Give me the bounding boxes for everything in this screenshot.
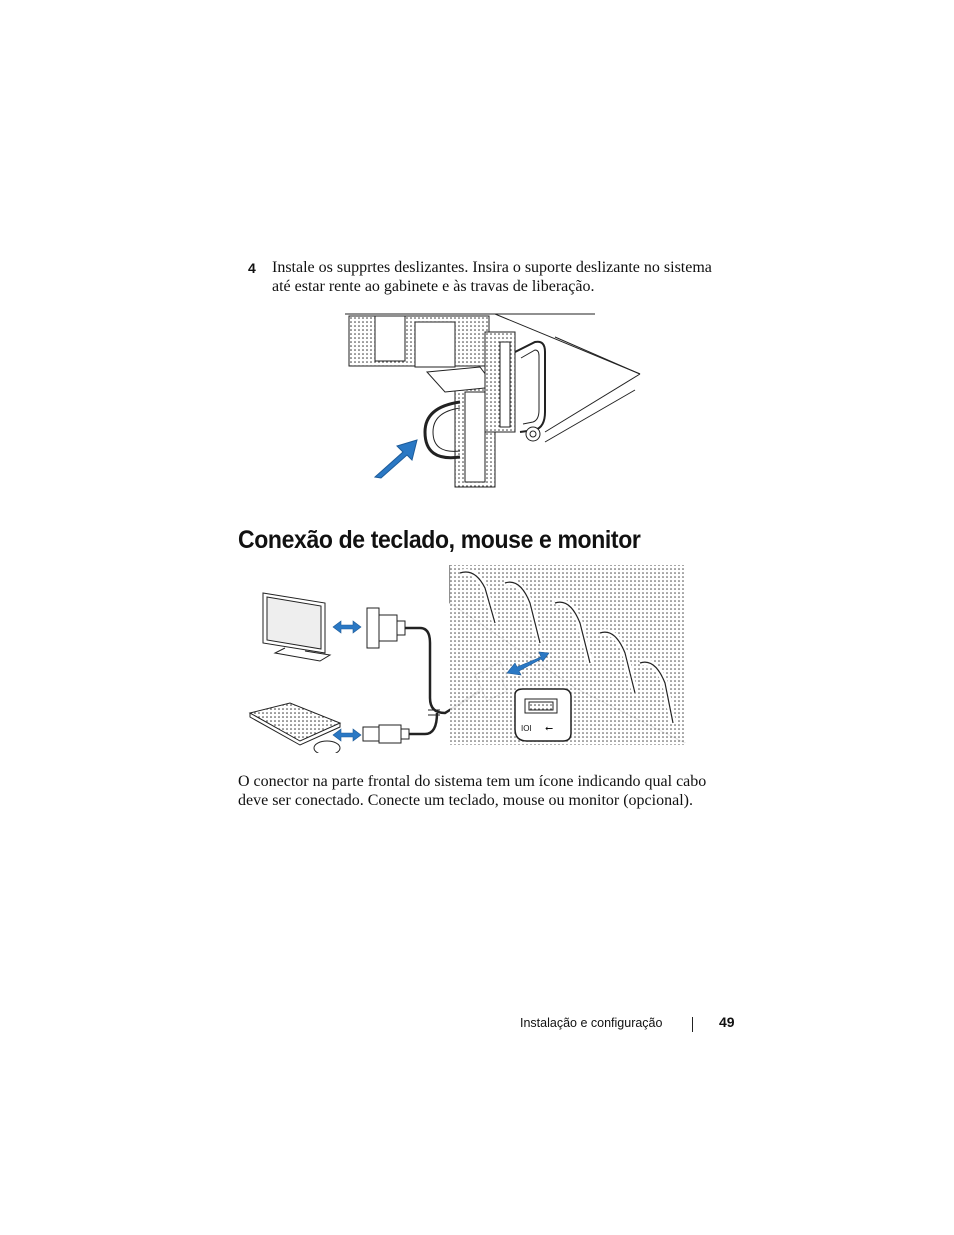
footer-separator [692, 1017, 693, 1032]
footer-chapter-title: Instalação e configuração [520, 1016, 663, 1030]
vga-symbol-label: IOI [521, 724, 532, 733]
connector-callout [515, 689, 571, 741]
slide-rail-illustration [345, 312, 645, 492]
section-body: O conector na parte frontal do sistema tem um ícone indicando qual cabo deve ser conectado. Conecte um teclado, mouse ou monitor (opcional). [238, 773, 707, 809]
vga-connector-icon [367, 608, 405, 648]
monitor-double-arrow-icon [333, 621, 361, 633]
monitor-icon [263, 593, 330, 661]
insert-arrow-icon [375, 440, 417, 478]
usb-connector-icon [363, 725, 409, 743]
section-heading: Conexão de teclado, mouse e monitor [238, 526, 641, 554]
keyboard-icon [250, 703, 340, 745]
step-number: 4 [248, 260, 256, 276]
page-number: 49 [719, 1014, 735, 1030]
usb-symbol-icon: ⭠ [545, 723, 553, 734]
keyboard-double-arrow-icon [333, 729, 361, 741]
step-text: Instale os supprtes deslizantes. Insira o suporte deslizante no sistema até estar rente ao gabinete e às travas de liberação. [272, 259, 712, 295]
kvm-connection-illustration [245, 563, 690, 753]
mouse-icon [314, 741, 340, 753]
